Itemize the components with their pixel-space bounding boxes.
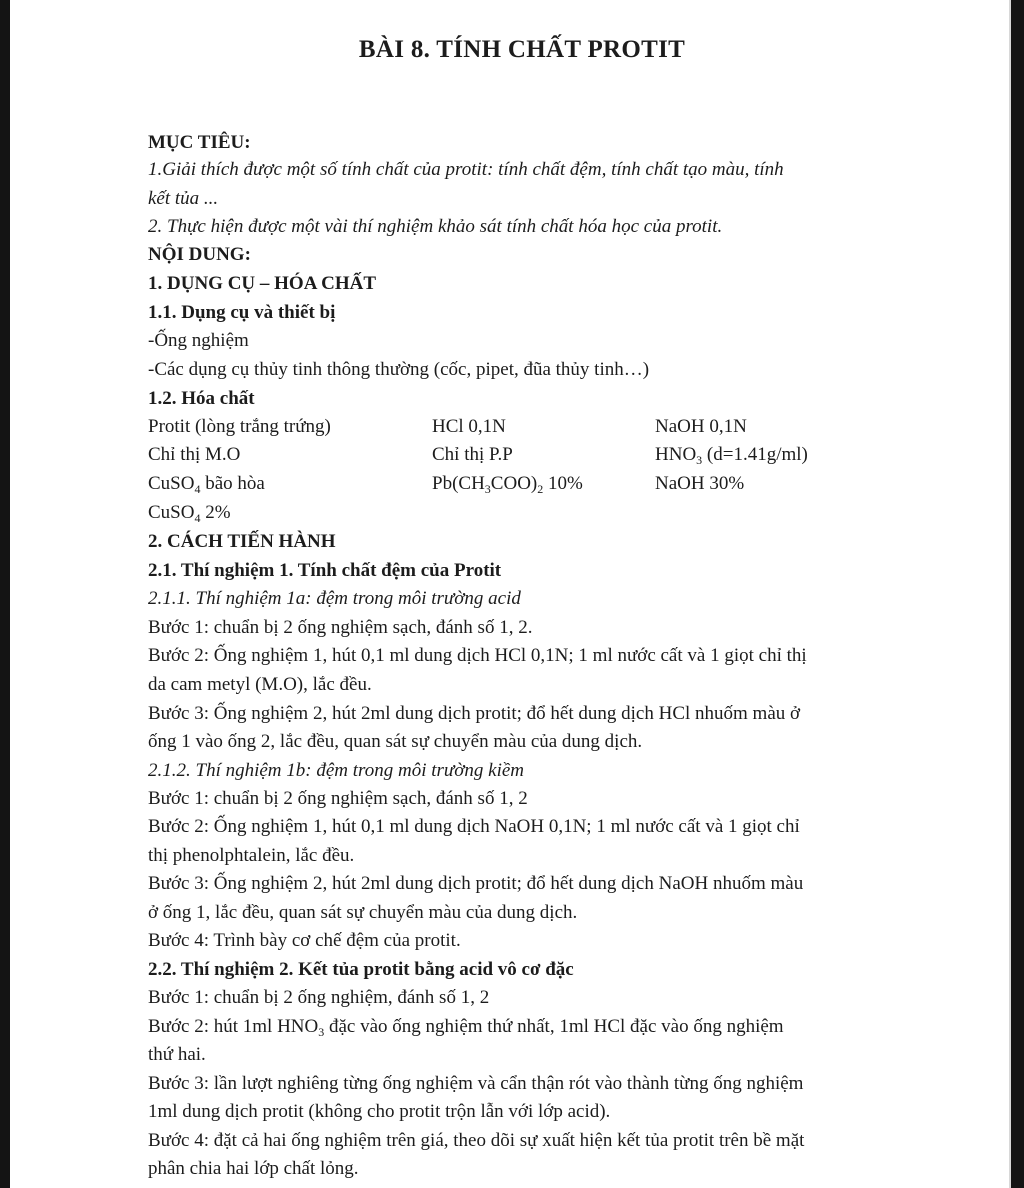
- exp2-step-3-line-1: Bước 3: lần lượt nghiêng từng ống nghiệm và cẩn thận rót vào thành từng ống nghiệm: [148, 1073, 804, 1094]
- right-border: [1011, 0, 1024, 1188]
- exp1b-step-2-line-2: thị phenolphtalein, lắc đều.: [148, 845, 355, 866]
- left-border: [0, 0, 10, 1188]
- chem-r4-col1: CuSO$_4$ 2%: [148, 502, 231, 525]
- exp1b-step-3-line-1: Bước 3: Ống nghiệm 2, hút 2ml dung dịch protit; đổ hết dung dịch NaOH nhuốm màu: [148, 873, 804, 894]
- chem-r3-col2: $Pb(CH_3COO)_2$ 10%: [432, 473, 583, 496]
- chem-r2-col1: Chỉ thị M.O: [148, 444, 241, 465]
- exp2-step-2-line-1: Bước 2: hút 1ml $HNO_3$ đặc vào ống nghiệm thứ nhất, 1ml HCl đặc vào ống nghiệm: [148, 1016, 784, 1039]
- section-2-heading: 2. CÁCH TIẾN HÀNH: [148, 531, 336, 552]
- chem-r2-col3: $HNO_3$ (d=1.41g/ml): [655, 444, 808, 467]
- exp1a-step-2-line-2: da cam metyl (M.O), lắc đều.: [148, 674, 372, 695]
- objective-1-line-2: kết tủa ...: [148, 188, 219, 209]
- equipment-item-1: -Ống nghiệm: [148, 330, 249, 351]
- exp2-step-1: Bước 1: chuẩn bị 2 ống nghiệm, đánh số 1, 2: [148, 987, 490, 1008]
- exp1b-step-4: Bước 4: Trình bày cơ chế đệm của protit.: [148, 930, 461, 951]
- chem-r1-col2: HCl 0,1N: [432, 416, 506, 437]
- exp2-step-4-line-1: Bước 4: đặt cả hai ống nghiệm trên giá, theo dõi sự xuất hiện kết tủa protit trên bề mặt: [148, 1130, 805, 1151]
- section-1-heading: 1. DỤNG CỤ – HÓA CHẤT: [148, 273, 377, 294]
- exp2-step-3-line-2: 1ml dung dịch protit (không cho protit trộn lẫn với lớp acid).: [148, 1101, 611, 1122]
- exp1a-step-1: Bước 1: chuẩn bị 2 ống nghiệm sạch, đánh số 1, 2.: [148, 617, 533, 638]
- objectives-heading: MỤC TIÊU:: [148, 132, 251, 153]
- content-heading: NỘI DUNG:: [148, 244, 251, 265]
- objective-2: 2. Thực hiện được một vài thí nghiệm khảo sát tính chất hóa học của protit.: [148, 216, 723, 237]
- section-1-1-heading: 1.1. Dụng cụ và thiết bị: [148, 302, 336, 323]
- section-2-1-heading: 2.1. Thí nghiệm 1. Tính chất đệm của Protit: [148, 560, 502, 581]
- chem-r1-col3: NaOH 0,1N: [655, 416, 747, 437]
- objective-1-line-1: 1.Giải thích được một số tính chất của protit: tính chất đệm, tính chất tạo màu, tính: [148, 159, 784, 180]
- chem-r1-col1: Protit (lòng trắng trứng): [148, 416, 331, 437]
- exp2-step-4-line-2: phân chia hai lớp chất lỏng.: [148, 1158, 359, 1179]
- section-2-2-heading: 2.2. Thí nghiệm 2. Kết tủa protit bằng acid vô cơ đặc: [148, 959, 574, 980]
- equipment-item-2: -Các dụng cụ thủy tinh thông thường (cốc, pipet, đũa thủy tinh…): [148, 359, 650, 380]
- exp1b-step-3-line-2: ở ống 1, lắc đều, quan sát sự chuyển màu của dung dịch.: [148, 902, 578, 923]
- exp2-step-2-line-2: thứ hai.: [148, 1044, 206, 1065]
- exp1a-step-2-line-1: Bước 2: Ống nghiệm 1, hút 0,1 ml dung dịch HCl 0,1N; 1 ml nước cất và 1 giọt chỉ thị: [148, 645, 807, 666]
- chem-r2-col2: Chỉ thị P.P: [432, 444, 513, 465]
- page-title: BÀI 8. TÍNH CHẤT PROTIT: [358, 36, 686, 63]
- chem-r3-col1: CuSO$_4$ bão hòa: [148, 473, 265, 496]
- exp1a-step-3-line-1: Bước 3: Ống nghiệm 2, hút 2ml dung dịch protit; đổ hết dung dịch HCl nhuốm màu ở: [148, 703, 801, 724]
- exp1a-step-3-line-2: ống 1 vào ống 2, lắc đều, quan sát sự chuyển màu của dung dịch.: [148, 731, 643, 752]
- chem-r3-col3: NaOH 30%: [655, 473, 745, 494]
- section-1-2-heading: 1.2. Hóa chất: [148, 388, 255, 409]
- exp1b-step-2-line-1: Bước 2: Ống nghiệm 1, hút 0,1 ml dung dịch NaOH 0,1N; 1 ml nước cất và 1 giọt chỉ: [148, 816, 800, 837]
- section-2-1-1-heading: 2.1.1. Thí nghiệm 1a: đệm trong môi trường acid: [148, 588, 521, 609]
- section-2-1-2-heading: 2.1.2. Thí nghiệm 1b: đệm trong môi trường kiềm: [148, 760, 525, 781]
- exp1b-step-1: Bước 1: chuẩn bị 2 ống nghiệm sạch, đánh số 1, 2: [148, 788, 528, 809]
